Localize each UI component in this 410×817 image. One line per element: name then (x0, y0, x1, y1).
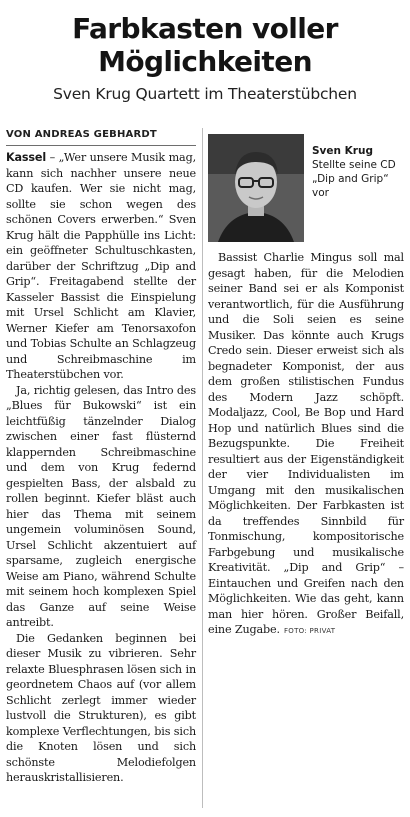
paragraph-2: Ja, richtig gelesen, das Intro des „Blues für Bukowski“ ist ein leichtfüßig tänzelnder Dialog zwischen einer fast flüsternd klappernden Schreibmaschine und dem von Krug federnd gespielten Bass, der alsbald zu rollen beginnt. Kiefer bläst auch hier das Thema mit seinem ungemein voluminösen Sound, Ursel Schlicht akzentuiert auf sparsame, zugleich energische Weise am Piano, während Schulte mit seinem hoch komplexen Spiel das Ganze auf seine Weise antreibt. (6, 383, 196, 629)
photo-block (208, 134, 404, 244)
portrait-illustration (208, 134, 304, 242)
paragraph-4-text: Bassist Charlie Mingus soll mal gesagt haben, für die Melodien seiner Band sei er als Komponist verantwortlich, für die Ausführung und die Soli seien es seine Musiker. Das könnte auch Krugs Credo sein. Dieser erweist sich als begnadeter Komponist, der aus dem großen stilistischen Fundus des Modern Jazz schöpft. Modaljazz, Cool, Be Bop und Hard Hop und natürlich Blues sind die Bezugspunkte. Die Freiheit resultiert aus der Eigenständigkeit der vier Individualisten im Umgang mit den musikalischen Möglichkeiten. Der Farbkasten ist da treffendes Sinnbild für Tonmischung, kompositorische Farbgebung und musikalische Kreativität. „Dip and Grip“ – Eintauchen und Greifen nach den Möglichkeiten. Wie das geht, kann man hier hören. Großer Beifall, eine Zugabe. (208, 251, 404, 636)
headline-line-2: Möglichkeiten (98, 45, 312, 78)
left-column (6, 128, 196, 786)
photo-credit: FOTO: PRIVAT (283, 627, 336, 635)
article-columns (6, 128, 404, 808)
column-divider (202, 128, 203, 808)
caption-text: Stellte seine CD „Dip and Grip“ vor (312, 159, 396, 199)
caption-name: Sven Krug (312, 145, 373, 157)
paragraph-4 (208, 250, 404, 640)
paragraph-1 (6, 150, 196, 383)
portrait-photo (208, 134, 304, 242)
headline-line-1: Farbkasten voller (72, 12, 338, 45)
photo-caption (312, 144, 402, 200)
byline: VON ANDREAS GEBHARDT (6, 128, 196, 146)
headline (6, 0, 404, 78)
paragraph-1-text: – „Wer unsere Musik mag, kann sich nachher unsere neue CD kaufen. Wer sie nicht mag, sollte sie schon wegen des schönen Covers erwerben.“ Sven Krug hält die Papphülle ins Licht: ein geöffneter Schultuschkasten, darüber der Schriftzug „Dip and Grip“. Freitagabend stellte der Kasseler Bassist die Einspielung mit Ursel Schlicht am Klavier, Werner Kiefer am Tenorsaxofon und Tobias Schulte an Schlagzeug und Schreibmaschine im Theaterstübchen vor. (6, 151, 196, 381)
dateline: Kassel (6, 151, 47, 164)
right-column (208, 128, 404, 640)
subheadline: Sven Krug Quartett im Theaterstübchen (53, 85, 357, 103)
paragraph-3: Die Gedanken beginnen bei dieser Musik zu vibrieren. Sehr relaxte Bluesphrasen lösen sich in geordnetem Chaos auf (vor allem Schlicht zerlegt immer wieder lustvoll die Strukturen), es gibt komplexe Verflechtungen, bis sich die Knoten lösen und sich schönste Melodiefolgen herauskristallisieren. (6, 631, 196, 784)
